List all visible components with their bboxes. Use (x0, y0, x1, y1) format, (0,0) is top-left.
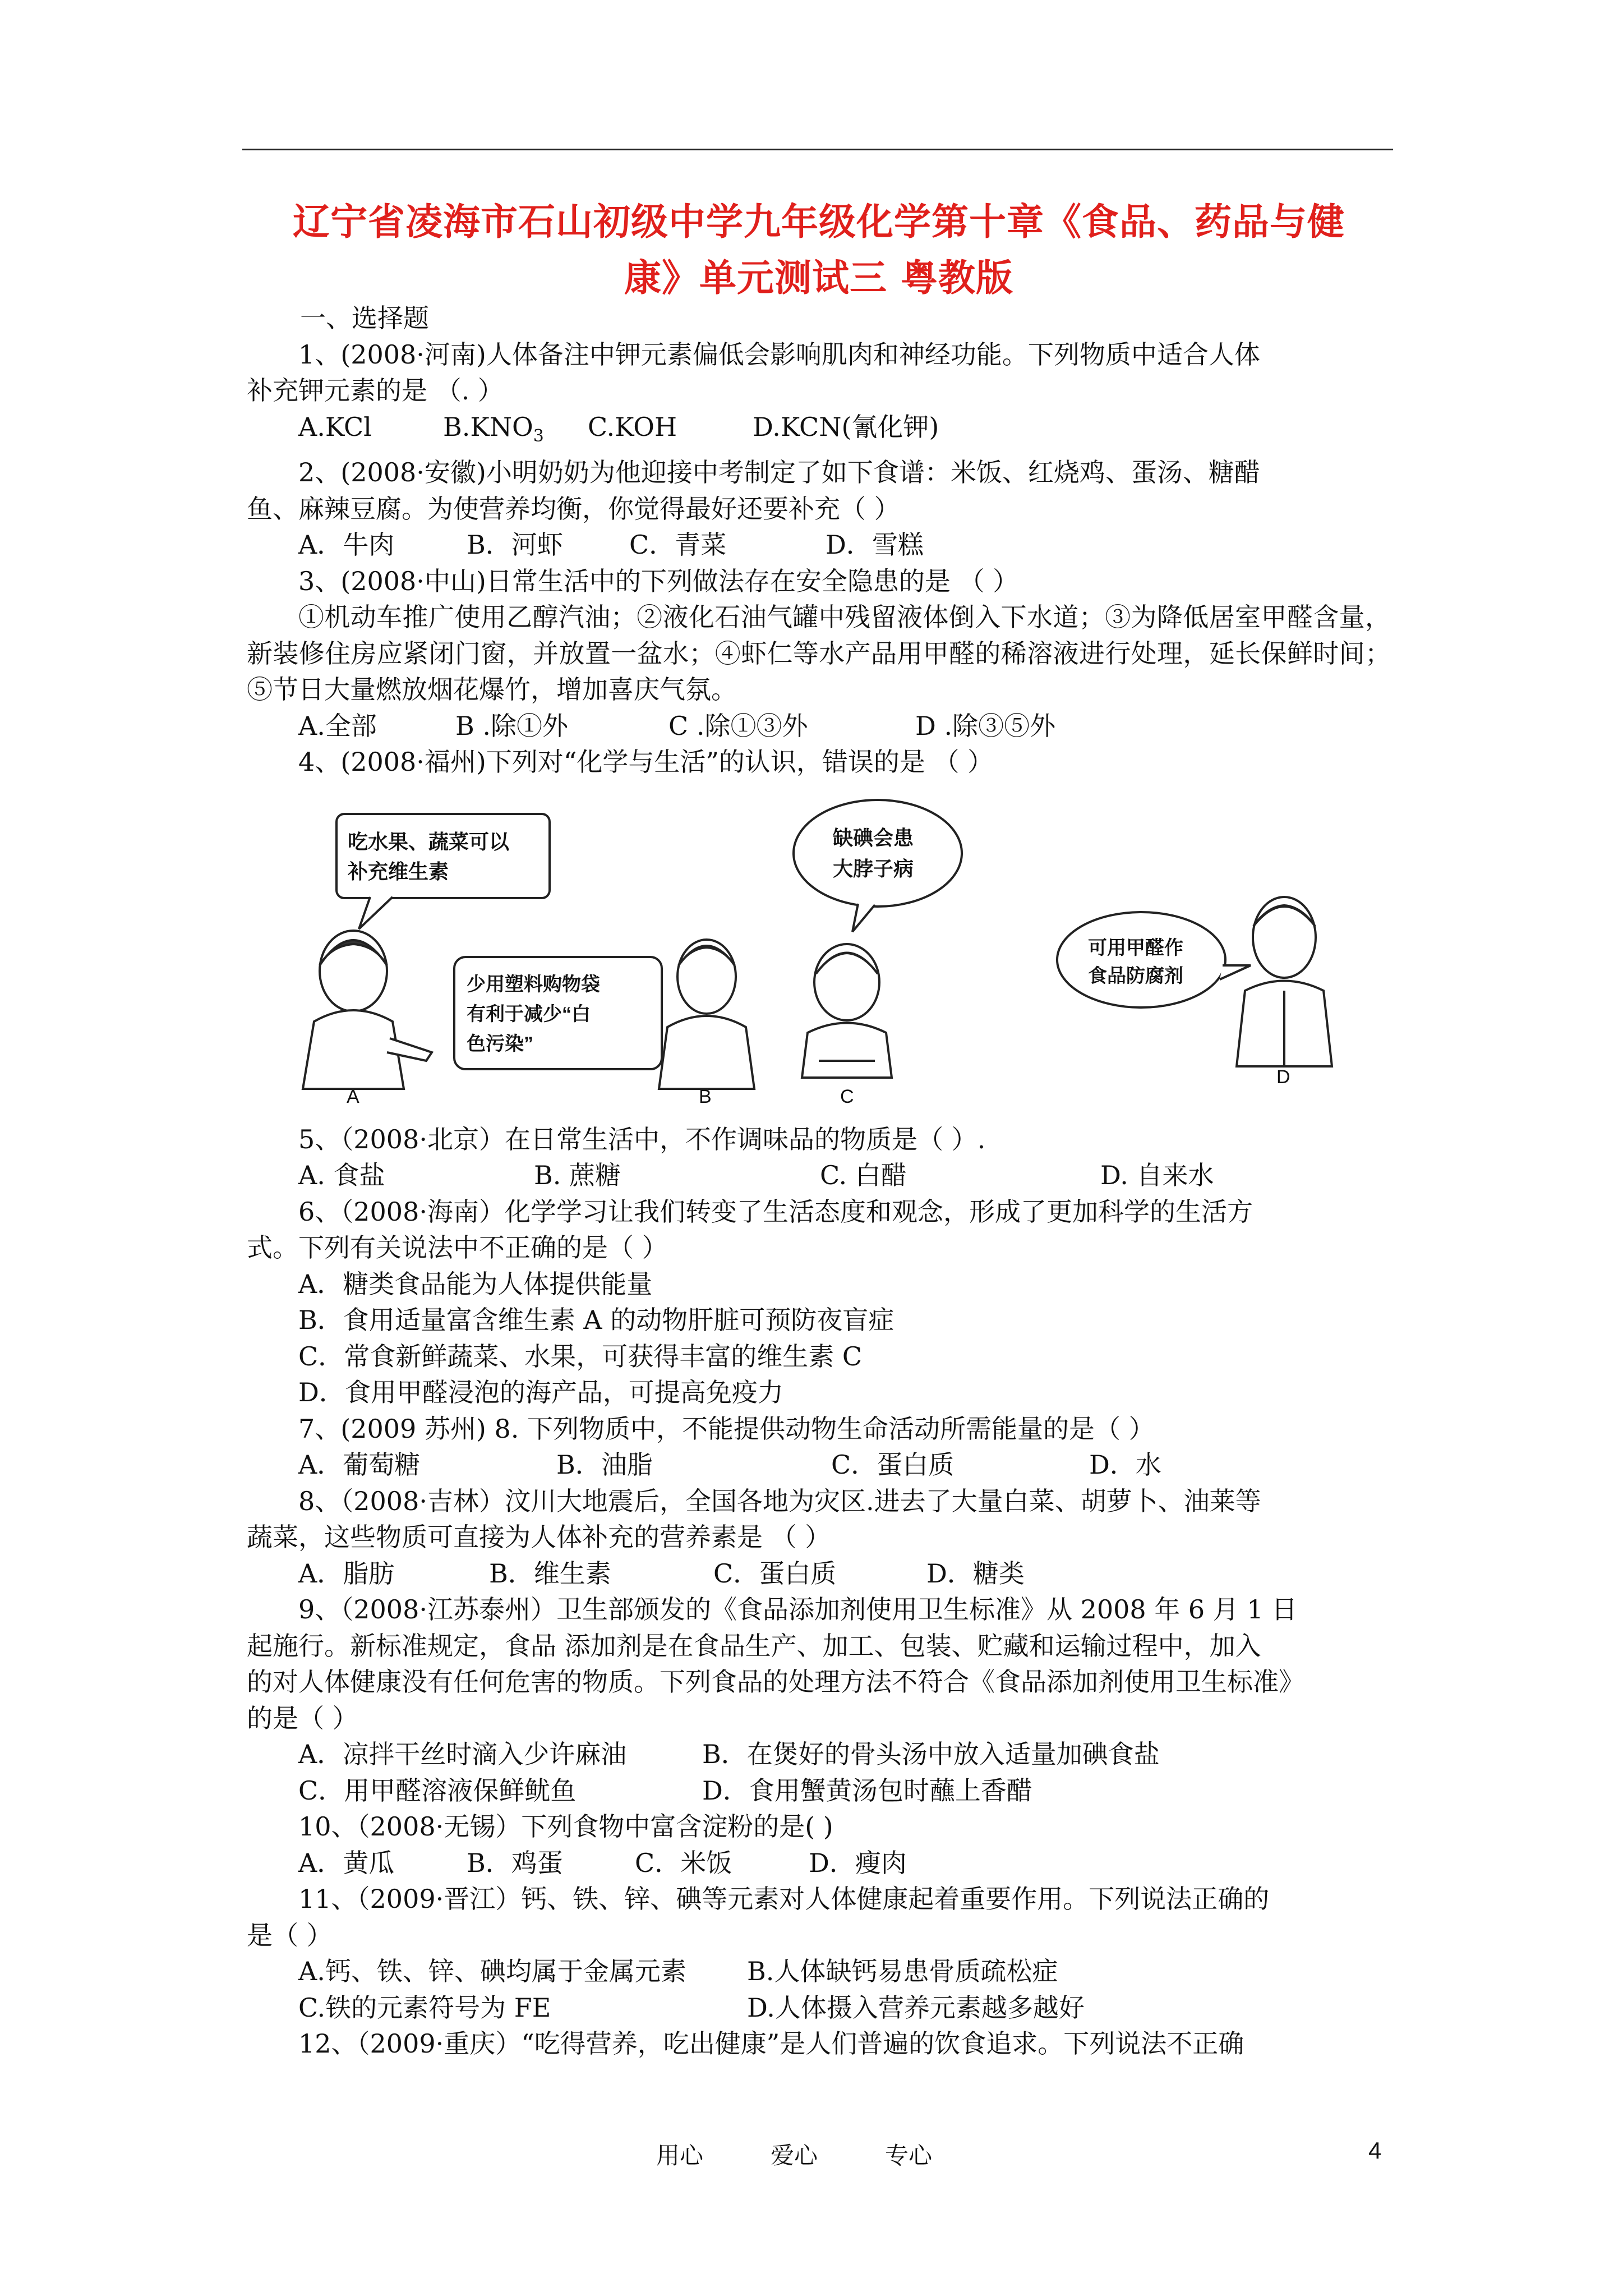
q9-option-c: C．用甲醛溶液保鲜鱿鱼 (298, 1775, 577, 1806)
q2-stem-line-1: 2、(2008·安徽)小明奶奶为他迎接中考制定了如下食谱：米饭、红烧鸡、蛋汤、糖醋 (298, 457, 1260, 488)
q2-option-c: C．青菜 (629, 530, 727, 560)
q5-option-d: D. 自来水 (1100, 1160, 1214, 1191)
q5-option-a: A. 食盐 (298, 1160, 385, 1191)
q8-stem-line-1: 8、（2008·吉林）汶川大地震后，全国各地为灾区.进去了大量白菜、胡萝卜、油莱等 (298, 1485, 1261, 1516)
q11-options-row-1 (247, 1953, 1391, 1990)
person-c (802, 944, 892, 1078)
q2-option-b: B．河虾 (467, 530, 563, 560)
q1-option-a: A.KCl (298, 411, 372, 442)
q4-stem-line-1: 4、(2008·福州)下列对“化学与生活”的认识，错误的是 （ ） (298, 747, 994, 777)
question-list (247, 300, 1391, 2062)
q9-options-row-2 (247, 1773, 1391, 1809)
bubble-c-line-2: 大脖子病 (833, 857, 914, 880)
q11-stem-line-1: 11、（2009·晋江）钙、铁、锌、碘等元素对人体健康起着重要作用。下列说法正确的 (298, 1884, 1270, 1915)
footer-motto-2: 爱心 (771, 2142, 818, 2169)
person-d (1237, 897, 1332, 1066)
bubble-a (336, 814, 550, 898)
q9-stem-line-3: 的对人体健康没有任何危害的物质。下列食品的处理方法不符合《食品添加剂使用卫生标准》 (247, 1667, 1304, 1697)
q9-stem-line-1: 9、（2008·江苏泰州）卫生部颁发的《食品添加剂使用卫生标准》从 2008 年 6 月 1 日 (298, 1594, 1298, 1625)
q7-option-d: D．水 (1089, 1450, 1161, 1480)
q1-option-d: D.KCN(氰化钾) (753, 411, 939, 442)
q1-options (247, 409, 1391, 455)
q6-stem-line-1: 6、（2008·海南）化学学习让我们转变了生活态度和观念，形成了更加科学的生活方 (298, 1196, 1253, 1227)
page-title (247, 194, 1391, 306)
bubble-a-tail (359, 897, 393, 929)
q9-option-a: A．凉拌干丝时滴入少许麻油 (298, 1739, 627, 1770)
bubble-c (794, 800, 962, 907)
q2-option-d: D．雪糕 (826, 530, 924, 560)
q6-stem-line-2: 式。下列有关说法中不正确的是（ ） (247, 1232, 668, 1263)
q11-options-row-2 (247, 1990, 1391, 2026)
q10-option-a: A．黄瓜 (298, 1847, 395, 1878)
q8-options (247, 1556, 1391, 1592)
q8-option-b: B．维生素 (489, 1558, 611, 1589)
q10-stem-line-1: 10、（2008·无锡）下列食物中富含淀粉的是( ) (298, 1811, 833, 1842)
title-line-2: 康》单元测试三 粤教版 (624, 256, 1013, 300)
q6-option-d: D．食用甲醛浸泡的海产品，可提高免疫力 (298, 1377, 783, 1408)
footer-motto-1: 用心 (656, 2142, 704, 2169)
header-rule (242, 149, 1393, 150)
q1-stem-line-1: 1、(2008·河南)人体备注中钾元素偏低会影响肌肉和神经功能。下列物质中适合人体 (298, 339, 1260, 370)
q9-option-d: D．食用蟹黄汤包时蘸上香醋 (702, 1775, 1032, 1806)
bubble-a-line-2: 补充维生素 (348, 859, 449, 883)
q3-stem-line-1: 3、(2008·中山)日常生活中的下列做法存在安全隐患的是 （ ） (298, 565, 1019, 596)
q5-options (247, 1157, 1391, 1194)
bubble-d-line-1: 可用甲醛作 (1088, 937, 1183, 959)
q5-option-b: B. 蔗糖 (534, 1160, 621, 1191)
q7-options (247, 1447, 1391, 1483)
q7-option-b: B．油脂 (556, 1450, 653, 1480)
q7-option-c: C．蛋白质 (831, 1450, 955, 1480)
section-heading: 一、选择题 (300, 303, 429, 333)
figure-label-b: B (699, 1085, 712, 1106)
q10-option-b: B．鸡蛋 (467, 1847, 563, 1878)
bubble-d-tail (1220, 965, 1251, 979)
q9-stem-line-4: 的是（ ） (247, 1703, 358, 1733)
q3-option-c: C .除①③外 (668, 710, 808, 741)
q1-stem-line-2: 补充钾元素的是 （. ） (247, 375, 504, 406)
q11-option-c: C.铁的元素符号为 FE (298, 1992, 551, 2023)
bubble-b-line-2: 有利于减少“白 (467, 1003, 591, 1025)
bubble-a-line-1: 吃水果、蔬菜可以 (348, 830, 510, 853)
q9-option-b: B．在煲好的骨头汤中放入适量加碘食盐 (702, 1739, 1160, 1770)
q7-option-a: A．葡萄糖 (298, 1450, 421, 1480)
figure-label-c: C (840, 1085, 854, 1106)
q3-option-a: A.全部 (298, 710, 377, 741)
q10-option-c: C．米饭 (635, 1847, 732, 1878)
q9-stem-line-2: 起施行。新标准规定，食品 添加剂是在食品生产、加工、包装、贮藏和运输过程中，加入 (247, 1630, 1261, 1661)
q6-option-a: A．糖类食品能为人体提供能量 (298, 1268, 653, 1299)
q1-option-b: $B.KNO_3$ (443, 411, 544, 446)
q4-cartoon-figure (247, 797, 1391, 1106)
footer-motto-3: 专心 (885, 2142, 933, 2169)
person-a (303, 931, 432, 1089)
bubble-b-line-3: 色污染” (467, 1033, 533, 1055)
q4-cartoon-illustration (247, 797, 1391, 1106)
footer-motto (656, 2137, 999, 2171)
q10-option-d: D．瘦肉 (809, 1847, 907, 1878)
title-line-1: 辽宁省凌海市石山初级中学九年级化学第十章《食品、药品与健 (293, 200, 1345, 243)
q6-option-b: B．食用适量富含维生素 A 的动物肝脏可预防夜盲症 (298, 1305, 895, 1336)
q11-option-d: D.人体摄入营养元素越多越好 (747, 1992, 1085, 2023)
q1-option-c: C.KOH (588, 411, 677, 442)
person-b (659, 940, 754, 1089)
q3-option-d: D .除③⑤外 (915, 710, 1056, 741)
q2-option-a: A．牛肉 (298, 530, 395, 560)
bubble-b-line-1: 少用塑料购物袋 (467, 973, 600, 995)
q3-statements: ①机动车推广使用乙醇汽油；②液化石油气罐中残留液体倒入下水道；③为降低居室甲醛含量，新装修住房应紧闭门窗，并放置一盆水；④虾仁等水产品用甲醛的稀溶液进行处理，延长保鲜时间；⑤节日大量燃放烟花爆竹，增加喜庆气氛。 (247, 602, 1391, 705)
q8-stem-line-2: 蔬菜，这些物质可直接为人体补充的营养素是 （ ） (247, 1522, 831, 1553)
q2-stem-line-2: 鱼、麻辣豆腐。为使营养均衡，你觉得最好还要补充（ ） (247, 493, 900, 524)
q8-option-d: D．糖类 (926, 1558, 1025, 1589)
q3-option-b: B .除①外 (455, 710, 569, 741)
q12-stem-line-1: 12、（2009·重庆）“吃得营养，吃出健康”是人们普遍的饮食追求。下列说法不正确 (298, 2028, 1244, 2059)
q7-stem-line-1: 7、(2009 苏州) 8. 下列物质中，不能提供动物生命活动所需能量的是（ ） (298, 1413, 1155, 1444)
q9-options-row-1 (247, 1736, 1391, 1773)
q3-options (247, 708, 1391, 744)
q11-option-b: B.人体缺钙易患骨质疏松症 (747, 1956, 1058, 1987)
bubble-d-line-2: 食品防腐剂 (1088, 965, 1183, 987)
q5-stem-line-1: 5、（2008·北京）在日常生活中，不作调味品的物质是（ ）. (298, 1124, 986, 1154)
figure-label-d: D (1276, 1066, 1290, 1088)
bubble-c-tail (852, 904, 875, 932)
bubble-c-line-1: 缺碘会患 (833, 826, 914, 849)
q8-option-c: C．蛋白质 (713, 1558, 837, 1589)
q8-option-a: A．脂肪 (298, 1558, 395, 1589)
bubble-d (1057, 912, 1225, 1007)
figure-label-a: A (347, 1085, 359, 1106)
q6-option-c: C．常食新鲜蔬菜、水果，可获得丰富的维生素 C (298, 1341, 863, 1372)
q2-options (247, 527, 1391, 563)
q10-options (247, 1845, 1391, 1881)
q11-stem-line-2: 是（ ） (247, 1920, 333, 1950)
q11-option-a: A.钙、铁、锌、碘均属于金属元素 (298, 1956, 686, 1987)
q5-option-c: C. 白醋 (820, 1160, 907, 1191)
page-number: 4 (1368, 2137, 1382, 2164)
